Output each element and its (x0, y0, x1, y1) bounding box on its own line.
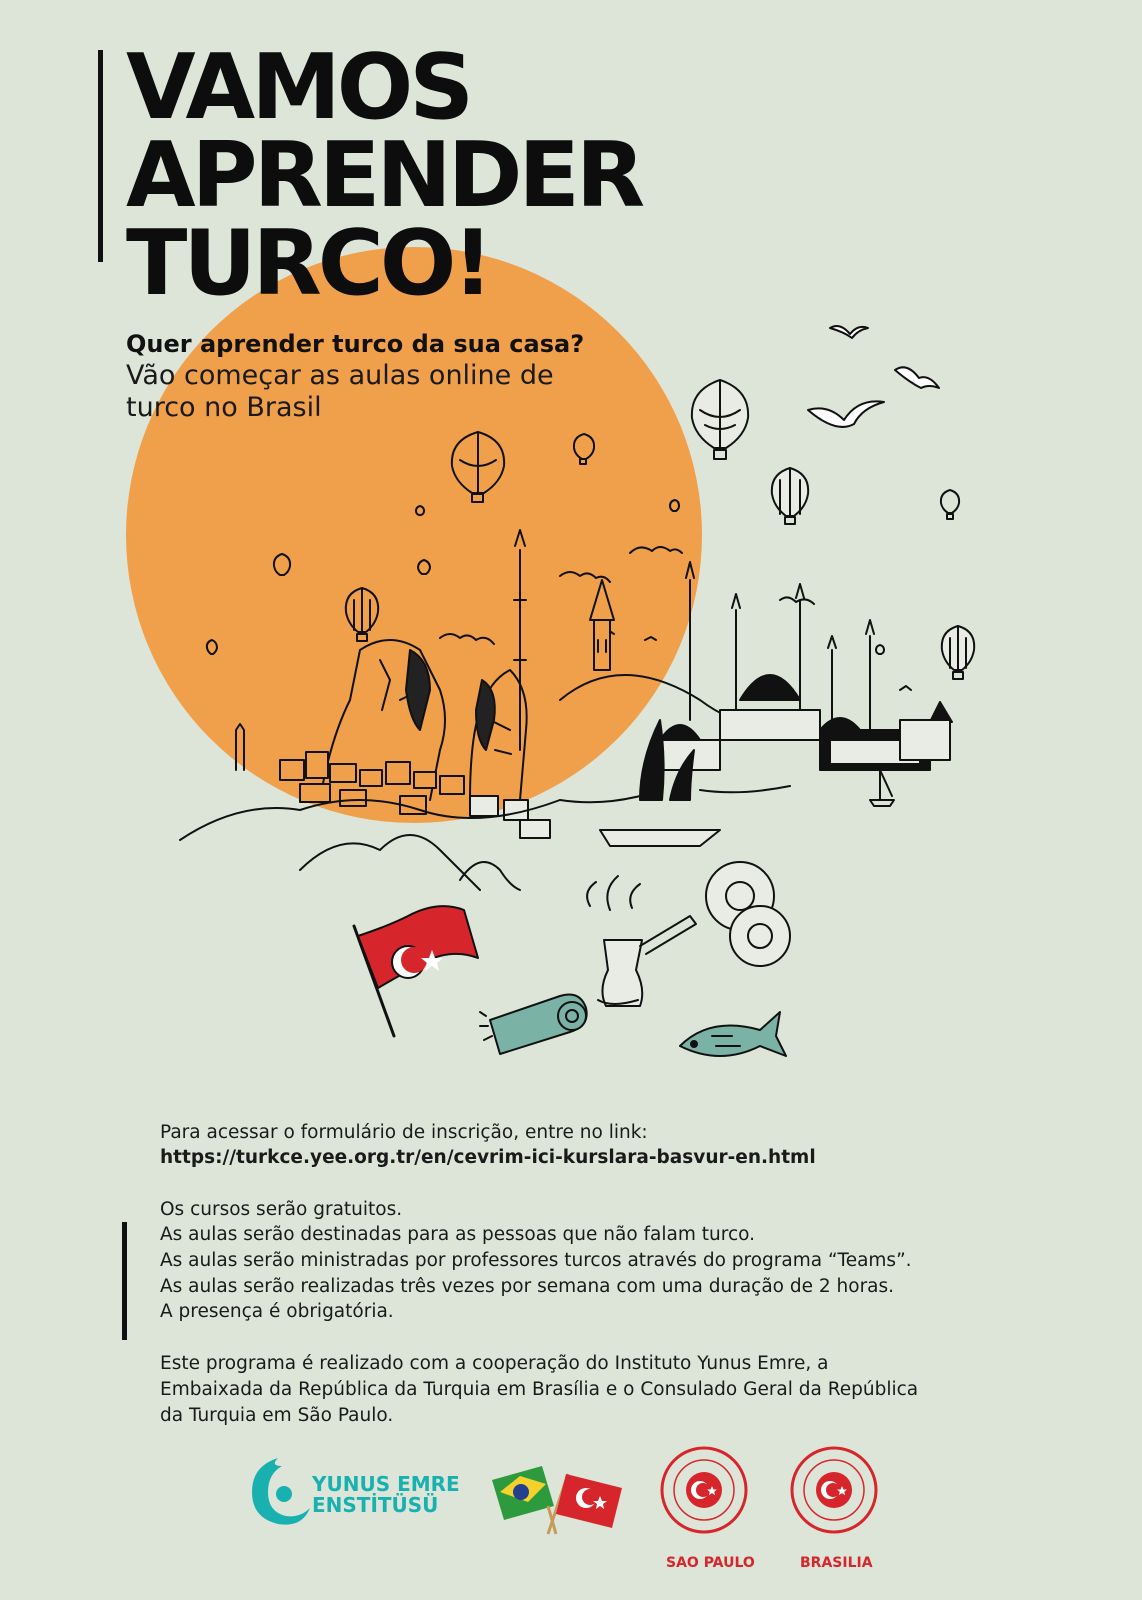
yunus-emre-wordmark (312, 1474, 460, 1516)
seagull-icon (808, 401, 884, 427)
yunus-emre-line-1: YUNUS EMRE (312, 1472, 460, 1496)
detail-line-2: As aulas serão destinadas para as pessoas que não falam turco. (160, 1224, 755, 1245)
hot-air-balloon-icon (772, 468, 808, 524)
hot-air-balloon-icon (692, 380, 748, 459)
yunus-emre-line-2: ENSTİTÜSÜ (312, 1493, 439, 1517)
seal-brasilia-label: BRASILIA (800, 1555, 873, 1571)
detail-line-5: A presença é obrigatória. (160, 1301, 394, 1322)
hot-air-balloon-icon (876, 645, 884, 654)
consulate-seal-icon (662, 1448, 746, 1532)
yunus-emre-logo-icon (252, 1458, 310, 1525)
hot-air-balloon-icon (941, 490, 959, 519)
hot-air-balloon-icon (670, 500, 679, 511)
headline-line-2: APRENDER (126, 123, 642, 228)
details-accent-bar (122, 1222, 127, 1340)
detail-line-3: As aulas serão ministradas por professores turcos através do programa “Teams”. (160, 1250, 912, 1271)
turkey-flag-small-icon (548, 1474, 622, 1534)
subtitle-line-1: Vão começar as aulas online de (126, 360, 554, 391)
headline-line-1: VAMOS (126, 35, 471, 140)
subtitle-question: Quer aprender turco da sua casa? (126, 330, 585, 358)
subtitle-line-2: turco no Brasil (126, 392, 322, 423)
seal-sao-paulo-label: SAO PAULO (666, 1555, 755, 1571)
registration-intro: Para acessar o formulário de inscrição, entre no link: (160, 1122, 648, 1143)
hot-air-balloon-icon (274, 554, 290, 575)
headline (126, 35, 642, 316)
fish-icon (680, 1012, 786, 1056)
hot-air-balloon-icon (346, 588, 378, 641)
hot-air-balloon-icon (418, 560, 430, 574)
partner-logos (0, 1440, 1142, 1590)
carpet-roll-icon (480, 995, 587, 1055)
hot-air-balloon-icon (942, 626, 974, 679)
cooperation-line-2: Embaixada da República da Turquia em Brasília e o Consulado Geral da República (160, 1379, 919, 1400)
logo-graphics (0, 1440, 1142, 1590)
embassy-seal-icon (792, 1448, 876, 1532)
brazil-flag-icon (492, 1466, 568, 1534)
detail-line-1: Os cursos serão gratuitos. (160, 1199, 403, 1220)
turkish-coffee-pot-icon (587, 876, 696, 1006)
detail-line-4: As aulas serão realizadas três vezes por semana com uma duração de 2 horas. (160, 1276, 895, 1297)
hot-air-balloon-icon (416, 506, 424, 515)
seagull-icon (895, 367, 939, 388)
seagull-icon (830, 326, 868, 338)
hot-air-balloon-icon (207, 640, 217, 654)
cooperation-line-3: da Turquia em São Paulo. (160, 1405, 394, 1426)
registration-link[interactable]: https://turkce.yee.org.tr/en/cevrim-ici-kurslara-basvur-en.html (160, 1147, 816, 1168)
headline-line-3: TURCO! (126, 211, 490, 316)
hot-air-balloon-icon (452, 432, 504, 502)
cooperation-line-1: Este programa é realizado com a cooperação do Instituto Yunus Emre, a (160, 1353, 829, 1374)
turkish-flag-icon (354, 906, 478, 1036)
hot-air-balloon-icon (574, 434, 594, 464)
simit-bread-icon (706, 862, 790, 966)
